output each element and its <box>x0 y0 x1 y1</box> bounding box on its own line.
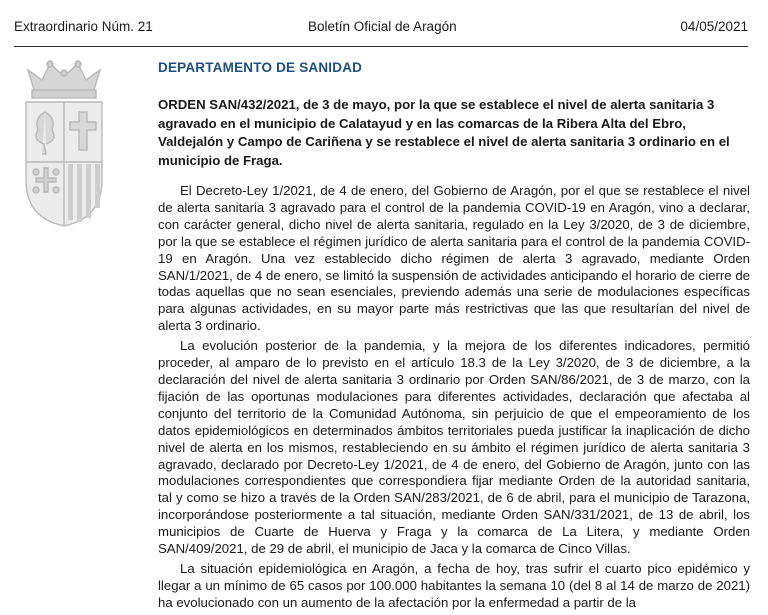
publication-date: 04/05/2021 <box>680 19 748 34</box>
header-divider <box>14 46 748 47</box>
paragraph: El Decreto-Ley 1/2021, de 4 de enero, del Gobierno de Aragón, por el que se restablece el nivel de alerta sanitaria 3 agravado para el control de la pandemia COVID-19 en Aragón, vino a declarar, con carácter general, dicho nivel de alerta sanitaria, regulado en la Ley 3/2020, de 3 de diciembre, por la que se establece el régimen jurídico de alerta sanitaria para el control de la pandemia COVID-19 en Aragón. Una vez establecido dicho régimen de alerta 3 agravado, mediante Orden SAN/1/2021, de 4 de enero, se limitó la suspensión de actividades anticipando el horario de cierre de todas aquellas que no sean esenciales, previendo además una serie de modulaciones específicas para algunas actividades, en su mayor parte más restrictivas que las que resultarían del nivel de alerta 3 ordinario. <box>158 183 750 334</box>
aragon-coat-of-arms-icon <box>20 60 108 230</box>
page-header <box>0 0 768 46</box>
paragraph: La evolución posterior de la pandemia, y la mejora de los diferentes indicadores, permitió proceder, al amparo de lo previsto en el artículo 18.3 de la Ley 3/2020, de 3 de diciembre, a la declaración del nivel de alerta sanitaria 3 ordinario por Orden SAN/86/2021, de 3 de marzo, con la fijación de las oportunas modulaciones para diferentes actividades, declaración que afectaba al conjunto del territorio de la Comunidad Autónoma, sin perjuicio de que el empeoramiento de los datos epidemiológicos en determinados ámbitos territoriales pueda justificar la inaplicación de dicho nivel de alerta en los mismos, restableciendo en su ámbito el régimen jurídico de alerta sanitaria 3 agravado, declarado por Decreto-Ley 1/2021, de 4 de enero, del Gobierno de Aragón, junto con las modulaciones correspondientes que correspondiera fijar mediante Orden de la autoridad sanitaria, tal y como se hizo a través de la Orden SAN/283/2021, de 6 de abril, para el municipio de Tarazona, incorporándose posteriormente a tal situación, mediante Orden SAN/331/2021, de 13 de abril, los municipios de Cuarte de Huerva y Fraga y la comarca de La Litera, y mediante Orden SAN/409/2021, de 29 de abril, el municipio de Jaca y la comarca de Cinco Villas. <box>158 338 750 557</box>
publication-name: Boletín Oficial de Aragón <box>308 19 457 34</box>
department-heading: DEPARTAMENTO DE SANIDAD <box>158 60 363 75</box>
issue-number: Extraordinario Núm. 21 <box>14 19 153 34</box>
paragraph: La situación epidemiológica en Aragón, a fecha de hoy, tras sufrir el cuarto pico epidémico y llegar a un mínimo de 65 casos por 100.000 habitantes la semana 10 (del 8 al 14 de marzo de 2021) ha evolucionado con un aumento de la afectación por la enfermedad a partir de la <box>158 560 750 610</box>
order-title: ORDEN SAN/432/2021, de 3 de mayo, por la que se establece el nivel de alerta sanitaria 3 agravado en el municipio de Calatayud y en las comarcas de la Ribera Alta del Ebro, Valdejalón y Campo de Cariñena y se restablece el nivel de alerta sanitaria 3 ordinario en el municipio de Fraga. <box>158 97 730 168</box>
order-body <box>158 183 750 615</box>
